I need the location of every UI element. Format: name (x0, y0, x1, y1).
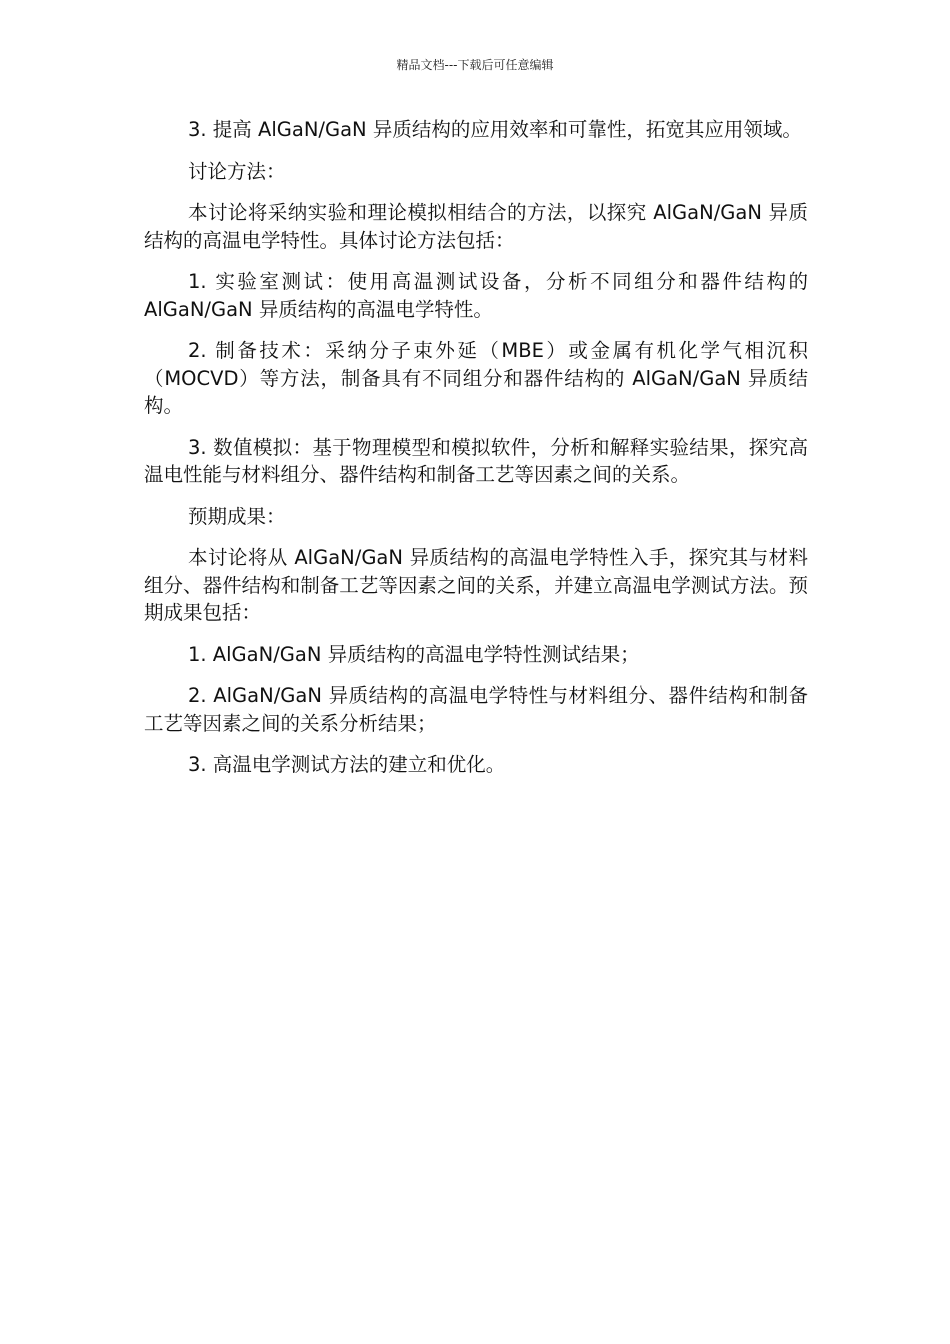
paragraph-method-2: 2. 制备技术：采纳分子束外延（MBE）或金属有机化学气相沉积（MOCVD）等方法，制备具有不同组分和器件结构的 AlGaN/GaN 异质结构。 (144, 339, 808, 417)
paragraph-methods-intro: 本讨论将采纳实验和理论模拟相结合的方法，以探究 AlGaN/GaN 异质结构的高温电学特性。具体讨论方法包括： (144, 201, 808, 252)
paragraph-result-3: 3. 高温电学测试方法的建立和优化。 (188, 753, 506, 776)
paragraph-results-intro: 本讨论将从 AlGaN/GaN 异质结构的高温电学特性入手，探究其与材料组分、器件结构和制备工艺等因素之间的关系，并建立高温电学测试方法。预期成果包括： (144, 546, 808, 624)
heading-methods: 讨论方法： (188, 159, 286, 183)
paragraph-goal-3: 3. 提高 AlGaN/GaN 异质结构的应用效率和可靠性，拓宽其应用领域。 (188, 118, 802, 141)
heading-expected-results: 预期成果： (188, 504, 286, 528)
document-body (144, 116, 808, 793)
page-header: 精品文档---下载后可任意编辑 (396, 58, 554, 72)
paragraph-method-3: 3. 数值模拟：基于物理模型和模拟软件，分析和解释实验结果，探究高温电性能与材料组分、器件结构和制备工艺等因素之间的关系。 (144, 435, 808, 486)
paragraph-result-2: 2. AlGaN/GaN 异质结构的高温电学特性与材料组分、器件结构和制备工艺等因素之间的关系分析结果； (144, 684, 808, 735)
paragraph-method-1: 1. 实验室测试：使用高温测试设备，分析不同组分和器件结构的 AlGaN/GaN 异质结构的高温电学特性。 (144, 270, 808, 321)
paragraph-result-1: 1. AlGaN/GaN 异质结构的高温电学特性测试结果； (188, 642, 640, 666)
